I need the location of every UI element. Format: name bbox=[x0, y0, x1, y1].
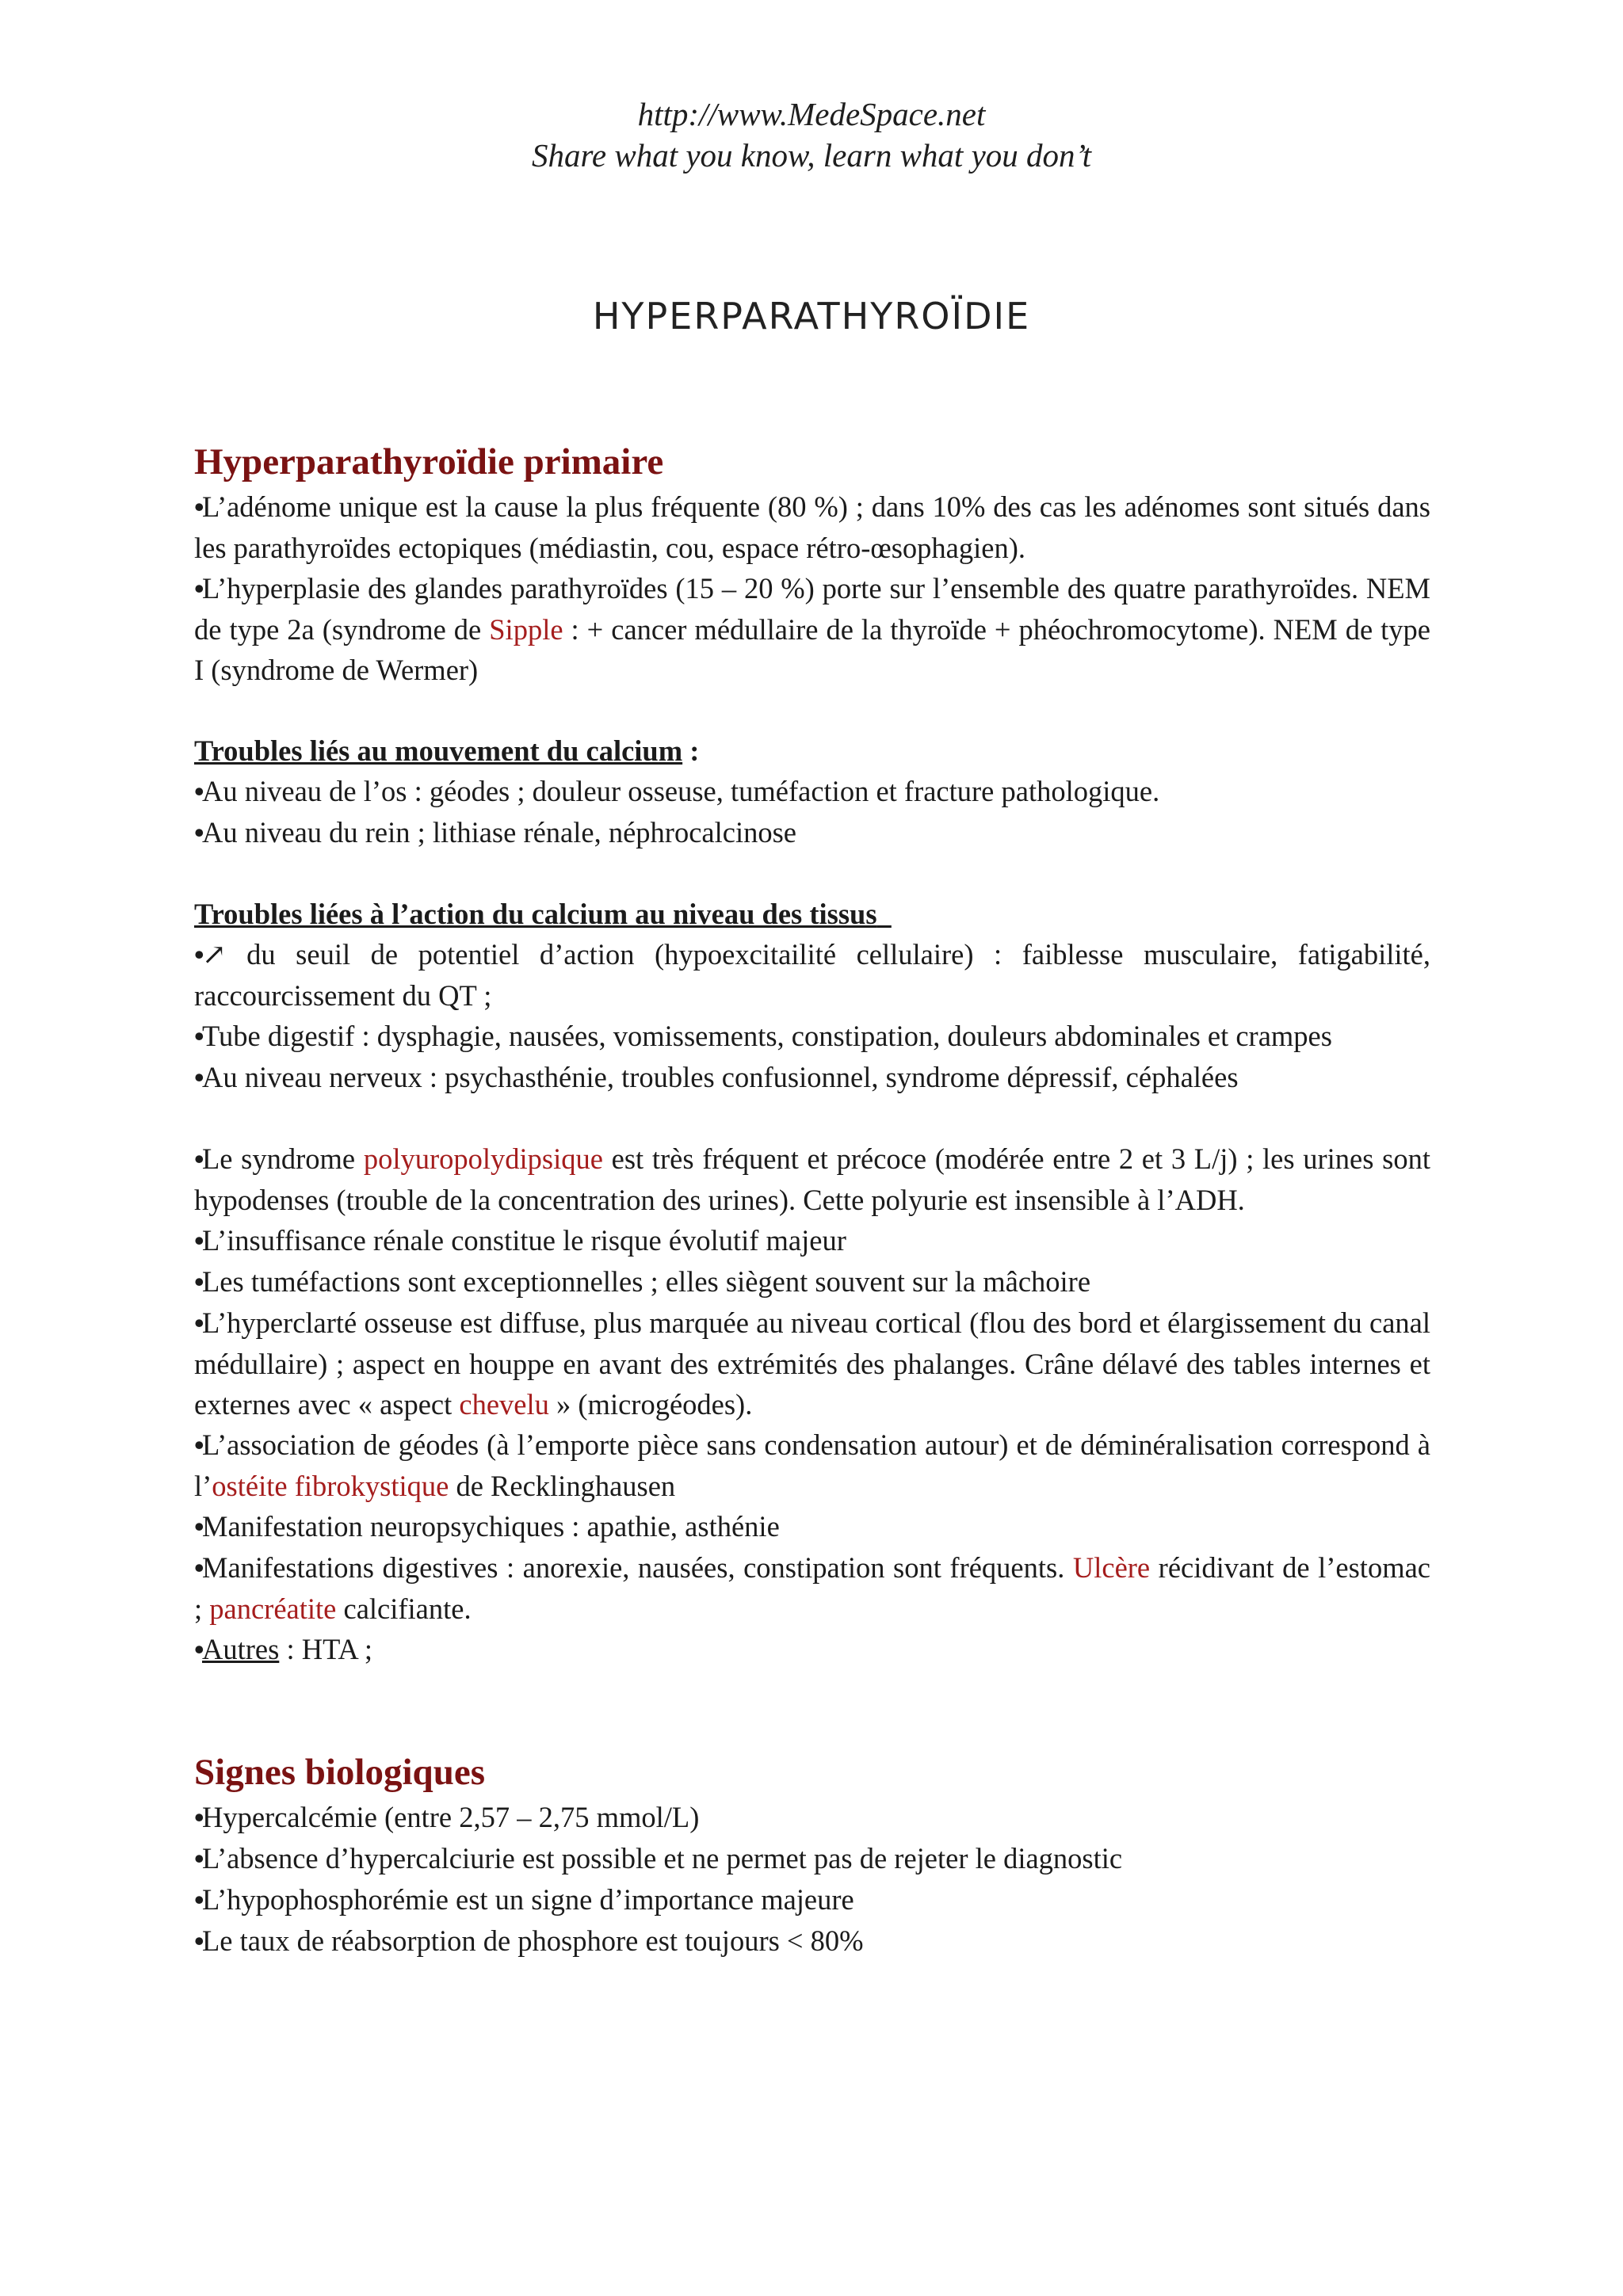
term-chevelu: chevelu bbox=[459, 1388, 549, 1421]
bullet-icon: • bbox=[194, 491, 204, 523]
page-header bbox=[0, 93, 1623, 176]
list-item-bio: •L’absence d’hypercalciurie est possible et ne permet pas de rejeter le diagnostic bbox=[194, 1838, 1430, 1879]
spacer bbox=[194, 853, 1430, 894]
bullet-icon: • bbox=[194, 1020, 204, 1052]
paragraph-autres: •Autres : HTA ; bbox=[194, 1629, 1430, 1670]
bullet-icon: • bbox=[194, 1266, 204, 1298]
list-item-bio: •Hypercalcémie (entre 2,57 – 2,75 mmol/L) bbox=[194, 1797, 1430, 1838]
term-polyuropolydipsique: polyuropolydipsique bbox=[363, 1142, 603, 1175]
bullet-icon: • bbox=[194, 1884, 204, 1916]
list-item-nerveux: •Au niveau nerveux : psychasthénie, troubles confusionnel, syndrome dépressif, céphalées bbox=[194, 1057, 1430, 1098]
bullet-icon: • bbox=[194, 817, 204, 849]
paragraph-association-geodes: •L’association de géodes (à l’emporte pièce sans condensation autour) et de déminéralisation correspond à l’ostéite fibrokystique de Recklinghausen bbox=[194, 1425, 1430, 1506]
section-heading-primary: Hyperparathyroïdie primaire bbox=[194, 441, 664, 482]
header-tagline: Share what you know, learn what you don’t bbox=[531, 137, 1092, 174]
bullet-icon: • bbox=[194, 1062, 204, 1093]
term-ulcere: Ulcère bbox=[1072, 1551, 1151, 1584]
subheading-mouvement-calcium: Troubles liés au mouvement du calcium : bbox=[194, 734, 700, 767]
list-item-bio: •Le taux de réabsorption de phosphore est toujours < 80% bbox=[194, 1920, 1430, 1962]
paragraph-adenome: •L’adénome unique est la cause la plus fréquente (80 %) ; dans 10% des cas les adénomes sont situés dans les parathyroïdes ectopiques (médiastin, cou, espace rétro-œsophagien). bbox=[194, 486, 1430, 568]
bullet-icon: • bbox=[194, 1511, 204, 1543]
spacer bbox=[194, 1098, 1430, 1138]
bullet-icon: • bbox=[194, 573, 204, 605]
document-title: HYPERPARATHYROÏDIE bbox=[592, 295, 1031, 338]
paragraph-hyperplasie: •L’hyperplasie des glandes parathyroïdes (15 – 20 %) porte sur l’ensemble des quatre parathyroïdes. NEM de type 2a (syndrome de Sipple : + cancer médullaire de la thyroïde + phéochromocytome). NEM de type I (syndrome de Wermer) bbox=[194, 568, 1430, 690]
bullet-icon: • bbox=[194, 1143, 204, 1175]
list-item-seuil: •↗ du seuil de potentiel d’action (hypoexcitailité cellulaire) : faiblesse musculaire, fatigabilité, raccourcissement du QT ; bbox=[194, 934, 1430, 1016]
list-item-tube-digestif: •Tube digestif : dysphagie, nausées, vomissements, constipation, douleurs abdominales et crampes bbox=[194, 1016, 1430, 1057]
paragraph-tumefactions: •Les tuméfactions sont exceptionnelles ; elles siègent souvent sur la mâchoire bbox=[194, 1261, 1430, 1302]
bullet-icon: • bbox=[194, 1802, 204, 1833]
bullet-icon: • bbox=[194, 1552, 204, 1584]
bullet-icon: • bbox=[194, 1925, 204, 1957]
list-item-os: •Au niveau de l’os : géodes ; douleur osseuse, tuméfaction et fracture pathologique. bbox=[194, 771, 1430, 812]
bullet-icon: • bbox=[194, 1634, 204, 1665]
paragraph-insuffisance: •L’insuffisance rénale constitue le risque évolutif majeur bbox=[194, 1220, 1430, 1261]
paragraph-digestives: •Manifestations digestives : anorexie, nausées, constipation sont fréquents. Ulcère récidivant de l’estomac ; pancréatite calcifiante. bbox=[194, 1547, 1430, 1629]
term-sipple: Sipple bbox=[489, 613, 563, 646]
bullet-icon: • bbox=[194, 1225, 204, 1257]
term-osteite-fibrokystique: ostéite fibrokystique bbox=[212, 1470, 449, 1502]
list-item-rein: •Au niveau du rein ; lithiase rénale, néphrocalcinose bbox=[194, 812, 1430, 853]
bullet-icon: • bbox=[194, 1429, 204, 1461]
bullet-icon: • bbox=[194, 939, 204, 971]
header-url[interactable]: http://www.MedeSpace.net bbox=[637, 96, 986, 132]
paragraph-polyuro: •Le syndrome polyuropolydipsique est très fréquent et précoce (modérée entre 2 et 3 L/j) ; les urines sont hypodenses (trouble de la concentration des urines). Cette polyurie est insensible à l’ADH. bbox=[194, 1138, 1430, 1220]
bullet-icon: • bbox=[194, 1843, 204, 1875]
bullet-icon: • bbox=[194, 776, 204, 807]
spacer bbox=[194, 690, 1430, 730]
bullet-icon: • bbox=[194, 1307, 204, 1339]
term-pancreatite: pancréatite bbox=[209, 1592, 337, 1625]
subheading-action-calcium: Troubles liées à l’action du calcium au niveau des tissus bbox=[194, 898, 877, 930]
paragraph-neuropsychiques: •Manifestation neuropsychiques : apathie, asthénie bbox=[194, 1506, 1430, 1547]
section-heading-biologiques: Signes biologiques bbox=[194, 1752, 485, 1793]
spacer bbox=[194, 1670, 1430, 1749]
paragraph-hyperclarte: •L’hyperclarté osseuse est diffuse, plus marquée au niveau cortical (flou des bord et élargissement du canal médullaire) ; aspect en houppe en avant des extrémités des phalanges. Crâne délavé des tables internes et externes avec « aspect chevelu » (microgéodes). bbox=[194, 1302, 1430, 1425]
list-item-bio: •L’hypophosphorémie est un signe d’importance majeure bbox=[194, 1879, 1430, 1920]
document-body bbox=[194, 439, 1430, 1962]
